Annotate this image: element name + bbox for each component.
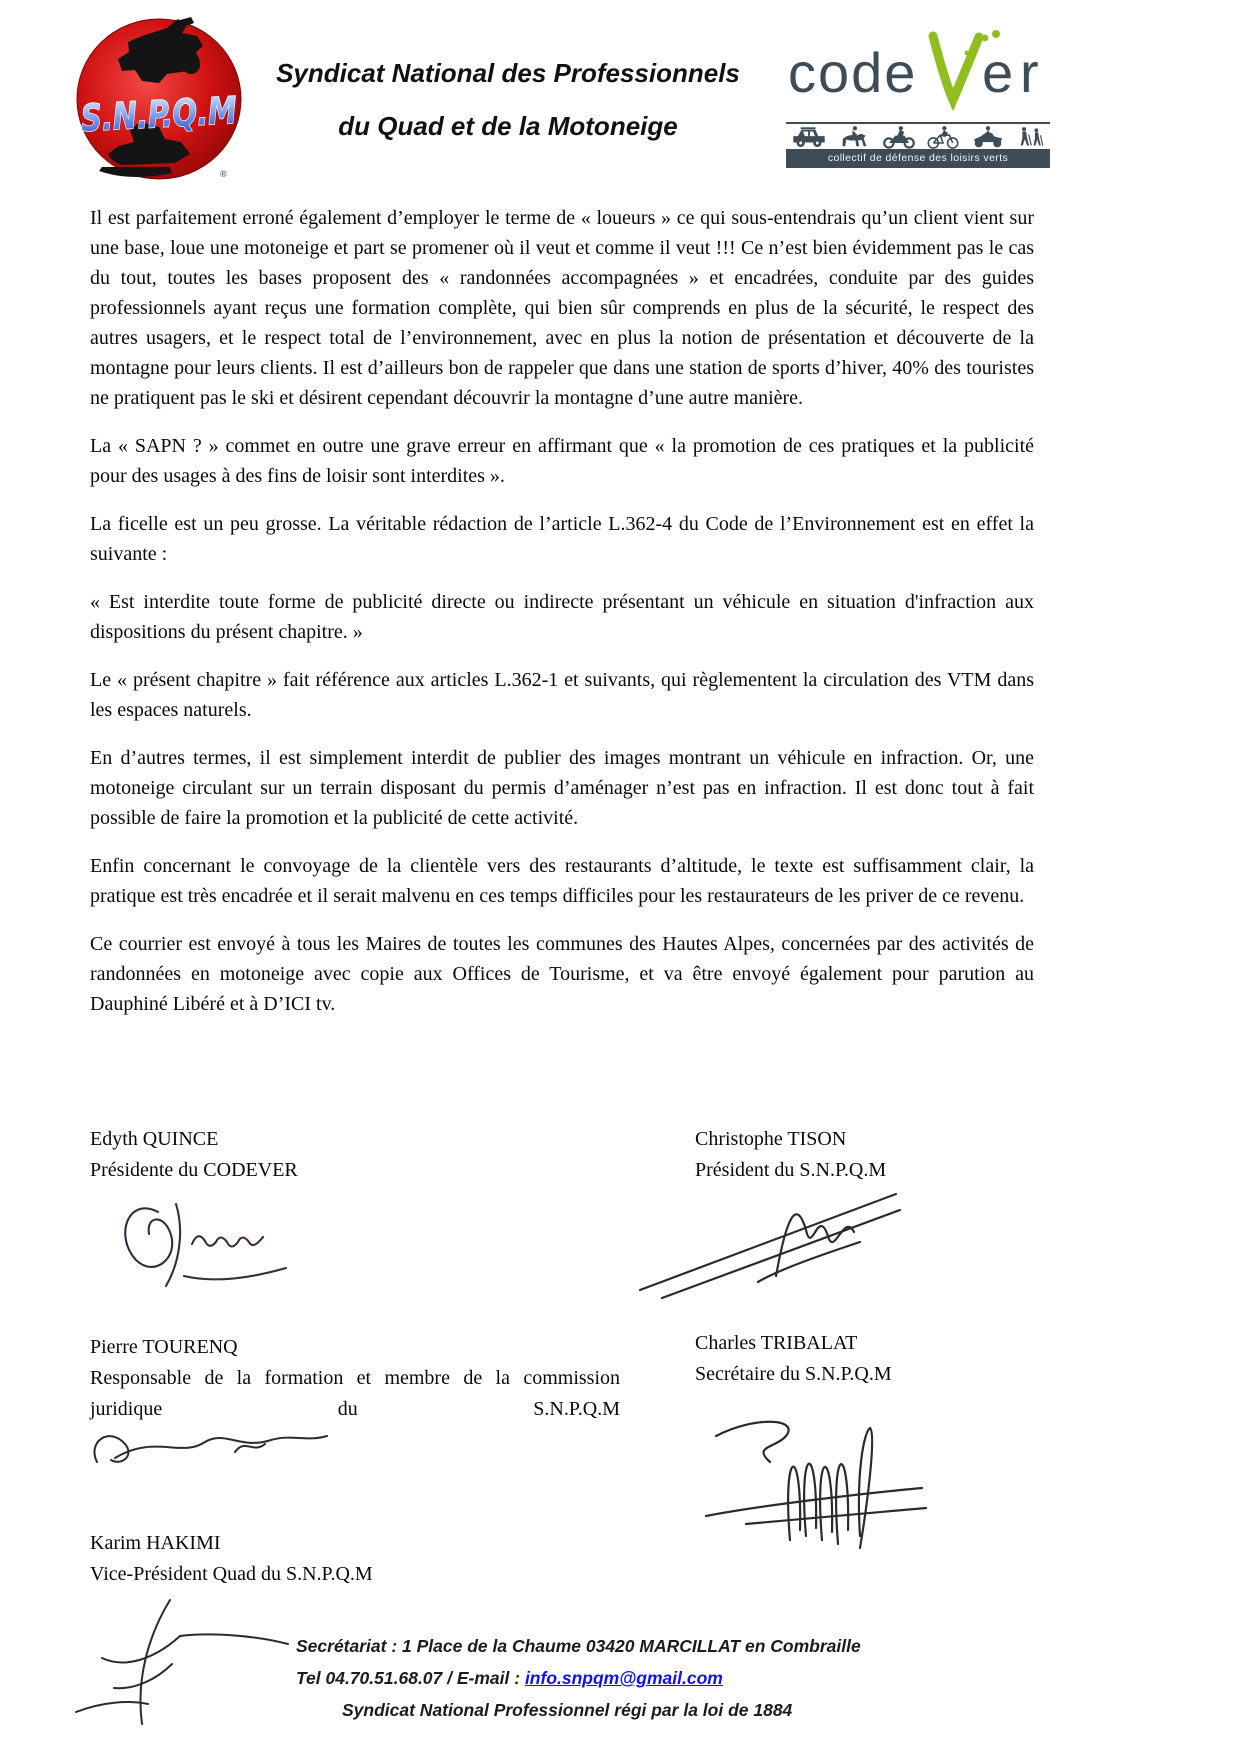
signatory-edyth-quince xyxy=(90,1124,298,1186)
paragraph: Enfin concernant le convoyage de la clientèle vers des restaurants d’altitude, le texte est suffisamment clair, la pratique est très encadrée et il serait malvenu en ces temps difficiles pour les restaurateurs de les priver de ce revenu. xyxy=(90,855,1034,907)
signatory-name: Pierre TOURENQ xyxy=(90,1336,238,1358)
snpqm-acronym: S.N.P.Q.M xyxy=(79,86,282,141)
registered-mark: ® xyxy=(220,169,227,179)
signatory-pierre-tourenq xyxy=(90,1332,620,1425)
codever-word-left: code xyxy=(788,41,918,104)
footer-contact xyxy=(296,1662,996,1694)
codever-word-mid: e xyxy=(982,41,1014,104)
paragraph: Ce courrier est envoyé à tous les Maires de toutes les communes des Hautes Alpes, concernées par des activités de randonnées en motoneige avec copie aux Offices de Tourisme, et va être envoyé également pour parution au Dauphiné Libéré et à D’ICI tv. xyxy=(90,933,1034,1015)
codever-logo xyxy=(786,24,1050,168)
signatory-name: Charles TRIBALAT xyxy=(695,1332,858,1354)
signatory-role: Présidente du CODEVER xyxy=(90,1159,298,1181)
signature-christophe-tison xyxy=(628,1178,908,1303)
cyclist-icon xyxy=(924,125,962,149)
signature-charles-tribalat xyxy=(688,1408,938,1568)
signatory-christophe-tison xyxy=(695,1124,886,1186)
title-line1: Syndicat National des Professionnels xyxy=(276,58,740,88)
paragraph: En d’autres termes, il est simplement interdit de publier des images montrant un véhicule en infraction. Or, une motoneige circulant sur un terrain disposant du permis d’aménager n’est pas en infraction. Il est donc tout à fait possible de faire la promotion et la publicité de cette activité. xyxy=(90,747,1034,829)
offroad-4x4-icon xyxy=(789,125,829,149)
signature-karim-hakimi xyxy=(62,1592,292,1732)
signatory-karim-hakimi xyxy=(90,1528,373,1590)
horse-rider-icon xyxy=(835,125,873,149)
signatory-name: Karim HAKIMI xyxy=(90,1532,221,1554)
snpqm-logo xyxy=(70,14,282,184)
signatory-name: Christophe TISON xyxy=(695,1128,847,1150)
signatory-role: Président du S.N.P.Q.M xyxy=(695,1159,887,1181)
quad-icon xyxy=(969,125,1007,149)
motorbike-icon xyxy=(880,125,918,149)
hikers-icon xyxy=(1013,125,1047,149)
codever-divider xyxy=(786,122,1050,124)
paragraph: La ficelle est un peu grosse. La véritable rédaction de l’article L.362-4 du Code de l’Environnement est en effet la suivante : xyxy=(90,513,1034,565)
footer-address: Secrétariat : 1 Place de la Chaume 03420 MARCILLAT en Combraille xyxy=(296,1636,861,1656)
paragraph: « Est interdite toute forme de publicité directe ou indirecte présentant un véhicule en situation d'infraction aux dispositions du présent chapitre. » xyxy=(90,591,1034,643)
letter-body xyxy=(90,203,1034,1037)
signatory-name: Edyth QUINCE xyxy=(90,1128,219,1150)
paragraph: Le « présent chapitre » fait référence aux articles L.362-1 et suivants, qui règlementent la circulation des VTM dans les espaces naturels. xyxy=(90,669,1034,721)
letter-footer xyxy=(296,1630,996,1726)
email-link[interactable]: info.snpqm@gmail.com xyxy=(524,1668,723,1688)
signatory-role: Secrétaire du S.N.P.Q.M xyxy=(695,1363,892,1385)
paragraph: La « SAPN ? » commet en outre une grave erreur en affirmant que « la promotion de ces pratiques et la publicité pour des usages à des fins de loisir sont interdites ». xyxy=(90,435,1034,487)
codever-wordmark xyxy=(786,24,1050,116)
signatory-role: Vice-Président Quad du S.N.P.Q.M xyxy=(90,1563,373,1585)
snpqm-logo-image xyxy=(70,14,282,184)
letter-title xyxy=(268,58,748,142)
paragraph: Il est parfaitement erroné également d’employer le terme de « loueurs » ce qui sous-entendrais qu’un client vient sur une base, loue une motoneige et part se promener où il veut et comme il veut !!! Ce n’est bien évidemment pas le cas du tout, toutes les bases proposent des « randonnées accompagnées » et encadrées, conduite par des guides professionnels ayant reçus une formation complète, qui bien sûr comprends en plus de la sécurité, le respect des autres usagers, et le respect total de l’environnement, avec en plus la notion de présentation et découverte de la montagne pour leurs clients. Il est d’ailleurs bon de rappeler que dans une station de sports d’hiver, 40% des touristes ne pratiquent pas le ski et désirent cependant découvrir la montagne d’une autre manière. xyxy=(90,207,1034,409)
signature-pierre-tourenq xyxy=(85,1414,335,1474)
codever-activity-icons xyxy=(786,126,1050,149)
footer-legal: Syndicat National Professionnel régi par la loi de 1884 xyxy=(342,1700,793,1720)
codever-tagline: collectif de défense des loisirs verts xyxy=(786,149,1050,168)
codever-word-right: r xyxy=(1020,41,1039,104)
footer-phone: Tel 04.70.51.68.07 / E-mail : xyxy=(296,1668,525,1688)
signature-edyth-quince xyxy=(100,1188,310,1298)
signatory-role: Responsable de la formation et membre de la commission juridique du S.N.P.Q.M xyxy=(90,1367,620,1420)
signatory-charles-tribalat xyxy=(695,1328,892,1390)
title-line2: du Quad et de la Motoneige xyxy=(338,111,678,141)
codever-check-icon xyxy=(933,36,979,100)
